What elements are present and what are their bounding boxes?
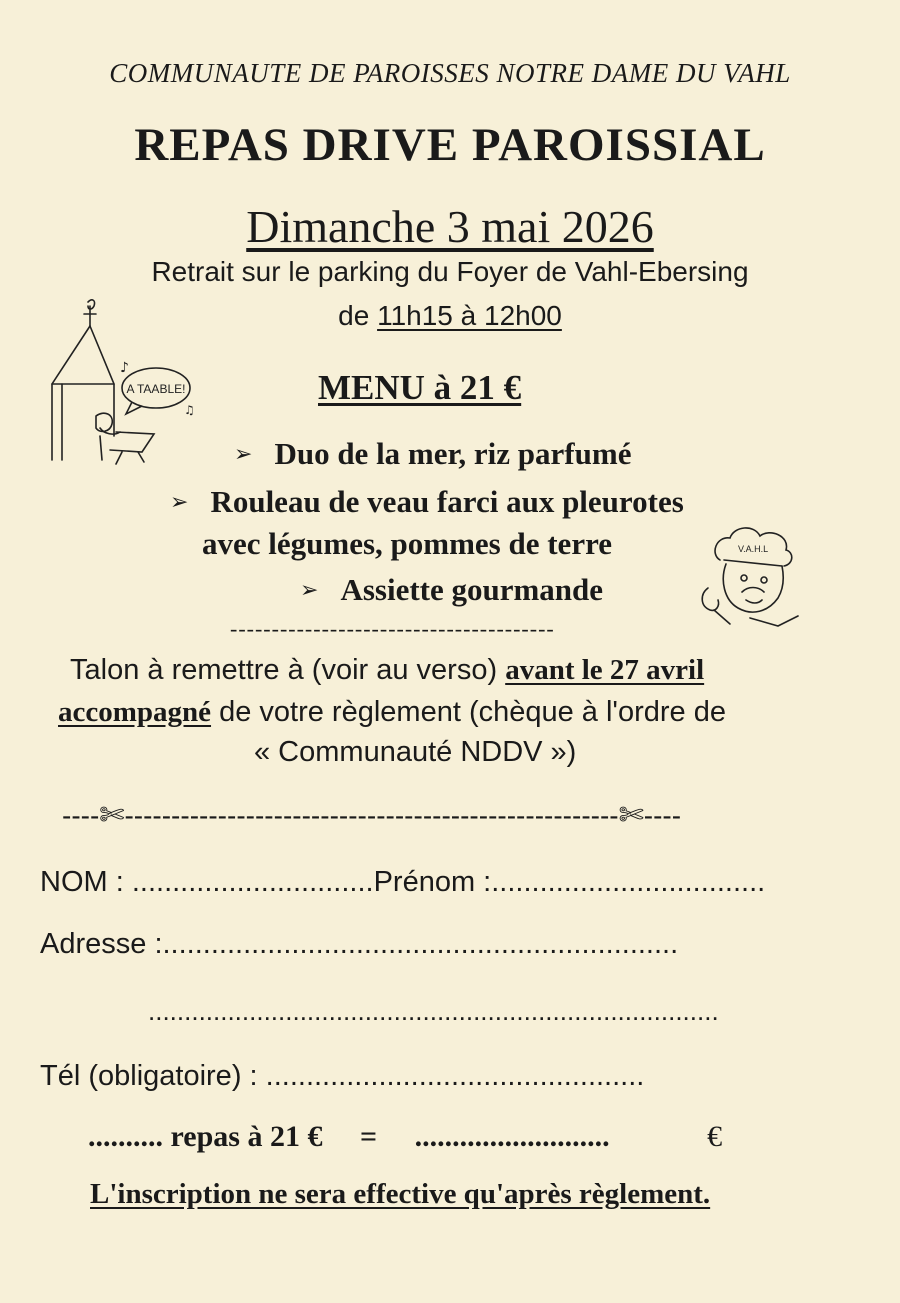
nom-field[interactable]: .............................. — [131, 866, 374, 898]
euro-sign: € — [707, 1120, 723, 1153]
music-note-icon: ♪ — [120, 360, 129, 376]
speech-bubble — [118, 362, 198, 418]
tel-field[interactable]: ............................................... — [265, 1060, 645, 1092]
deadline: avant le 27 avril — [505, 654, 705, 686]
instructions-line-1: Talon à remettre à (voir au verso) avant le 27 avril — [70, 654, 705, 686]
menu-item: ➢ Rouleau de veau farci aux pleurotes — [170, 484, 684, 519]
chef-hat-text: V.A.H.L — [738, 544, 769, 554]
community-name: COMMUNAUTE DE PAROISSES NOTRE DAME DU VAHL — [109, 58, 791, 88]
price-label: repas à 21 € — [170, 1120, 323, 1153]
adresse-field[interactable]: ................................................................ — [162, 928, 679, 960]
menu-item: ➢ Assiette gourmande — [300, 572, 604, 607]
page-title: REPAS DRIVE PAROISSIAL — [134, 119, 766, 171]
scissors-icon: ✄ — [99, 798, 125, 833]
arrow-bullet-icon: ➢ — [170, 490, 189, 515]
menu-title: MENU à 21 € — [318, 368, 522, 407]
chef-illustration — [690, 526, 810, 636]
accompanied-label: accompagné — [58, 696, 212, 728]
speech-bubble-text: A TAABLE! — [126, 382, 186, 396]
instructions-line-3: « Communauté NDDV ») — [254, 736, 577, 768]
arrow-bullet-icon: ➢ — [300, 578, 319, 603]
menu-divider: --------------------------------------- — [230, 616, 555, 641]
instructions-line-2: accompagné de votre règlement (chèque à l'ordre de — [58, 696, 726, 728]
menu-item-continuation: avec légumes, pommes de terre — [202, 526, 613, 561]
phone-row — [40, 1060, 644, 1093]
event-date: Dimanche 3 mai 2026 — [246, 201, 654, 252]
total-field[interactable]: .......................... — [414, 1120, 610, 1153]
music-note-icon: ♫ — [184, 403, 195, 417]
tel-label: Tél (obligatoire) : — [40, 1060, 258, 1092]
registration-note: L'inscription ne sera effective qu'après règlement. — [90, 1178, 711, 1210]
nom-label: NOM : — [40, 866, 124, 898]
adresse-label: Adresse : — [40, 928, 163, 960]
equals-sign: = — [359, 1120, 378, 1153]
prenom-field[interactable]: .................................. — [491, 866, 766, 898]
prenom-label: Prénom : — [373, 866, 492, 898]
address-field-line-2[interactable]: ............................................................................... — [148, 996, 719, 1026]
cut-line: ----✄-----------------------------------------------------✄---- — [62, 798, 682, 833]
name-row — [40, 866, 765, 899]
pickup-hours: de 11h15 à 12h00 — [338, 300, 562, 331]
menu-item: ➢ Duo de la mer, riz parfumé — [234, 436, 632, 471]
order-total-row — [88, 1120, 722, 1154]
scissors-icon: ✄ — [618, 798, 644, 833]
quantity-field[interactable]: .......... — [88, 1120, 163, 1153]
address-row — [40, 928, 678, 961]
arrow-bullet-icon: ➢ — [234, 442, 253, 467]
pickup-location: Retrait sur le parking du Foyer de Vahl-Ebersing — [151, 256, 749, 287]
